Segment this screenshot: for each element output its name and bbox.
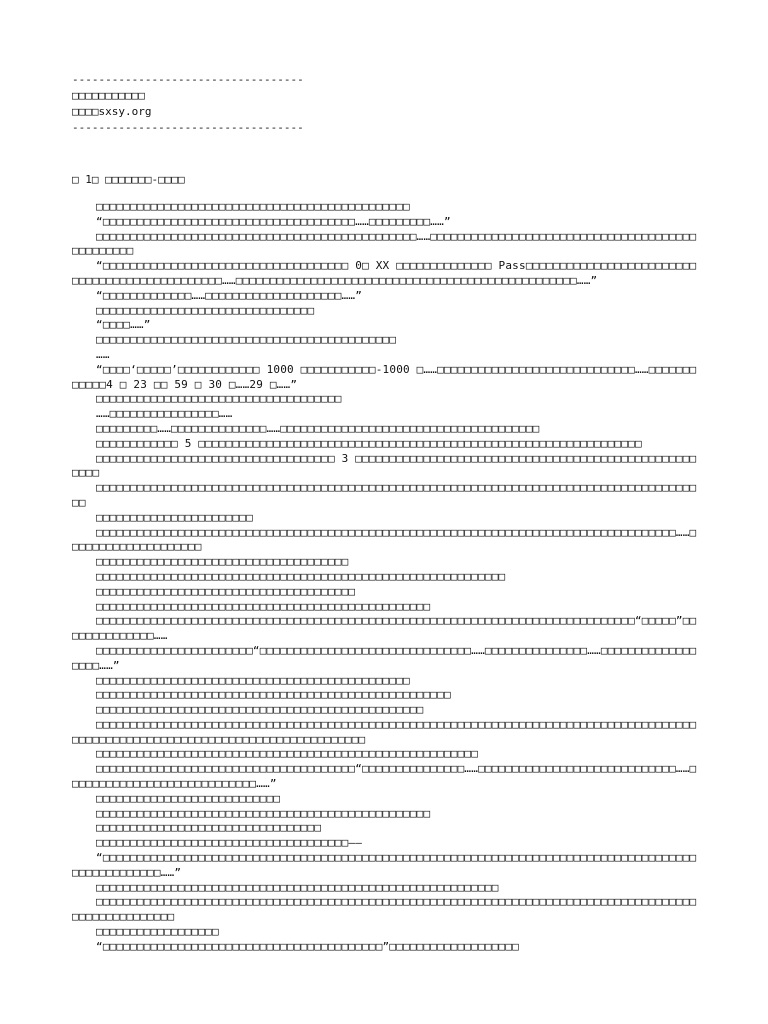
chapter-title: □ 1□ □□□□□□□-□□□□ [72,173,185,186]
paragraph: □□□□□□□□□□□□ 5 □□□□□□□□□□□□□□□□□□□□□□□□□□□□□□□□□□□□□□□□□□□□□□□□□□□□□□□□□□□□□□□□□ [96,436,642,450]
body-text [72,200,700,955]
paragraph: ……□□□□□□□□□□□□□□□□…… [96,407,233,421]
paragraph: “□□□□□□□□□□□□□□□□□□□□□□□□□□□□□□□□□□□□ 0□ XX □□□□□□□□□□□□□□ Pass□□□□□□□□□□□□□□□□□□□□□□□□□□□□□□□□□□□□□□□□□□□□□□□……□□□□□□□□□□□□□□□□□□□□□□□□□□□□□□□□□□□□□□□□□□□□□□□□□□……” [72,259,697,287]
header-line-1: □□□□□□□□□□□ [72,89,145,102]
paragraph: □□□□□□□□□□□□□□□□□□□□□□□□□□□□□□□□□□□□ [96,392,342,406]
paragraph: □□□□□□□□□□□□□□□□□□□□□□□□□□□□□□□□□□□□□□□□□□□□□□□□□□□□□□□□□□□□□□□□□□□□□□□□□□□□□□□□□□□□□□□□□□ [72,481,697,509]
paragraph: □□□□□□□□□□□□□□□□□□□□□□□□□□□□□□□□□□□□□□□□□□□□□□□□□□□□□□□□□□□□□□□□□□□□□□□□□□□□□□□□□□□□□□□□□□□□□□□□□□□□□□□ [72,895,697,924]
paragraph: □□□□□□□□□□□□□□□□□□□□□□□□□□□□□□□□□□□□□□□□□□□□□□□□□□□□□□□□□□□□□□□□□□□□□□□□□□□□□□□□□□□□□□□□□□□□□□□□□□□□□□□□□□□□□□□□□□□□□□□□□□□□□□□□□□□ [72,717,697,746]
paragraph: □□□□□□□□□□□□□□□□□□□□□□□□□□□□□□□□□□□□□□□□□□□□□□□□□ [96,599,431,613]
header-rule-top: ----------------------------------- [72,73,304,86]
paragraph: □□□□□□□□□□□□□□□□□□□□□□□ [96,510,253,524]
document-page [72,72,700,955]
paragraph: □□□□□□□□□□□□□□□□□□□□□□□□□□□□□□□□□□□□□—— [96,836,363,850]
header-rule-bottom: ----------------------------------- [72,121,304,134]
paragraph: □□□□□□□□□□□□□□□□□□□□□□□□□□□□□□□□□□□□□□ [96,584,356,598]
paragraph: □□□□□□□□□□□□□□□□□□□□□□□□□□□□□□□□□□□□□□□□□□□□□□□……□□□□□□□□□□□□□□□□□□□□□□□□□□□□□□□□□□□□□□□□□□□□□□□□ [72,229,697,258]
paragraph: □□□□□□□□□……□□□□□□□□□□□□□□……□□□□□□□□□□□□□□□□□□□□□□□□□□□□□□□□□□□□□□ [96,421,540,435]
document-header [72,72,700,136]
paragraph: □□□□□□□□□□□□□□□□□□□□□□□□□□□□□□□□□□□□□□□□□□□□□□□□□□□□□□□□□□□□□□□□□□□□□□□□□□□□□□□□□□□□□……□□□□□□□□□□□□□□□□□□□□ [72,525,697,554]
paragraph: □□□□□□□□□□□□□□□□□□□□□□□□□□□□□□□□□□□□□□□□□□□□□□□□□□□□□□□□ [96,747,479,761]
paragraph: □□□□□□□□□□□□□□□□□□ [96,925,219,939]
paragraph: “□□□□……” [96,318,151,332]
paragraph: “□□□□□□□□□□□□□□□□□□□□□□□□□□□□□□□□□□□□□□□□□□□□□□□□□□□□□□□□□□□□□□□□□□□□□□□□□□□□□□□□□□□□□□□□□□□□□□□□□□□□……” [72,851,697,879]
paragraph: □□□□□□□□□□□□□□□□□□□□□□□□□□□□□□□□□□□□□□□□□□□□□□ [96,200,410,213]
paragraph: □□□□□□□□□□□□□□□□□□□□□□□□□□□□□□□□□□□□□□□□□□□□□□□□□ [96,806,431,820]
paragraph: □□□□□□□□□□□□□□□□□□□□□□□□□□□□□□□□□□□□□ [96,555,349,569]
paragraph: □□□□□□□□□□□□□□□□□□□□□□□□□□□□□□□□□ [96,821,322,835]
paragraph: “□□□□□□□□□□□□□……□□□□□□□□□□□□□□□□□□□□……” [96,288,363,302]
paragraph: □□□□□□□□□□□□□□□□□□□□□□□□□□□□□□□□□□□□□□□□□□□□ [96,333,397,347]
paragraph: “□□□□□□□□□□□□□□□□□□□□□□□□□□□□□□□□□□□□□……□□□□□□□□□……” [96,214,451,228]
paragraph: □□□□□□□□□□□□□□□□□□□□□□□□□□□□□□□□□□□□□□□□□□□□□□□□□□□□□□□□□□□ [96,880,499,894]
header-line-2: □□□□sxsy.org [72,105,152,118]
paragraph: □□□□□□□□□□□□□□□□□□□□□□□□□□□□□□□□□□□ 3 □□□□□□□□□□□□□□□□□□□□□□□□□□□□□□□□□□□□□□□□□□□□□□□□□□□□□□ [72,451,697,480]
paragraph: □□□□□□□□□□□□□□□□□□□□□□□□□□□□□□□□□□□□□□□□□□□□□□ [96,673,410,687]
paragraph: □□□□□□□□□□□□□□□□□□□□□□□□□□□□□□□□□□□□□□□□□□□□□□□□□□□□□□□□□□□□ [96,569,506,583]
paragraph: “□□□□‘□□□□□’□□□□□□□□□□□□ 1000 □□□□□□□□□□□-1000 □……□□□□□□□□□□□□□□□□□□□□□□□□□□□□□……□□□□□□□□□□□□4 □ 23 □□ 59 □ 30 □……29 □……” [72,362,697,391]
paragraph: □□□□□□□□□□□□□□□□□□□□□□□□□□□□□□□□ [96,303,315,317]
paragraph: □□□□□□□□□□□□□□□□□□□□□□□□□□□□□□□□□□□□□□□□□□□□□□□□ [96,703,424,717]
paragraph: □□□□□□□□□□□□□□□□□□□□□□□□□□□□□□□□□□□□□□“□□□□□□□□□□□□□□□……□□□□□□□□□□□□□□□□□□□□□□□□□□□□□……□□□□□□□□□□□□□□□□□□□□□□□□□□□□……” [72,762,697,791]
paragraph: …… [96,347,110,361]
paragraph: □□□□□□□□□□□□□□□□□□□□□□□□□□□□□□□□□□□□□□□□□□□□□□□□□□□□□□□□□□□□□□□□□□□□□□□□□□□□□□□“□□□□□”□□□□□□□□□□□□□□…… [72,614,697,643]
paragraph: □□□□□□□□□□□□□□□□□□□□□□□□□□□ [96,791,281,805]
paragraph: “□□□□□□□□□□□□□□□□□□□□□□□□□□□□□□□□□□□□□□□□□”□□□□□□□□□□□□□□□□□□□ [96,939,519,953]
paragraph: □□□□□□□□□□□□□□□□□□□□□□□“□□□□□□□□□□□□□□□□□□□□□□□□□□□□□□□……□□□□□□□□□□□□□□□……□□□□□□□□□□□□□□□□□□……” [72,643,697,672]
paragraph: □□□□□□□□□□□□□□□□□□□□□□□□□□□□□□□□□□□□□□□□□□□□□□□□□□□□ [96,688,451,702]
